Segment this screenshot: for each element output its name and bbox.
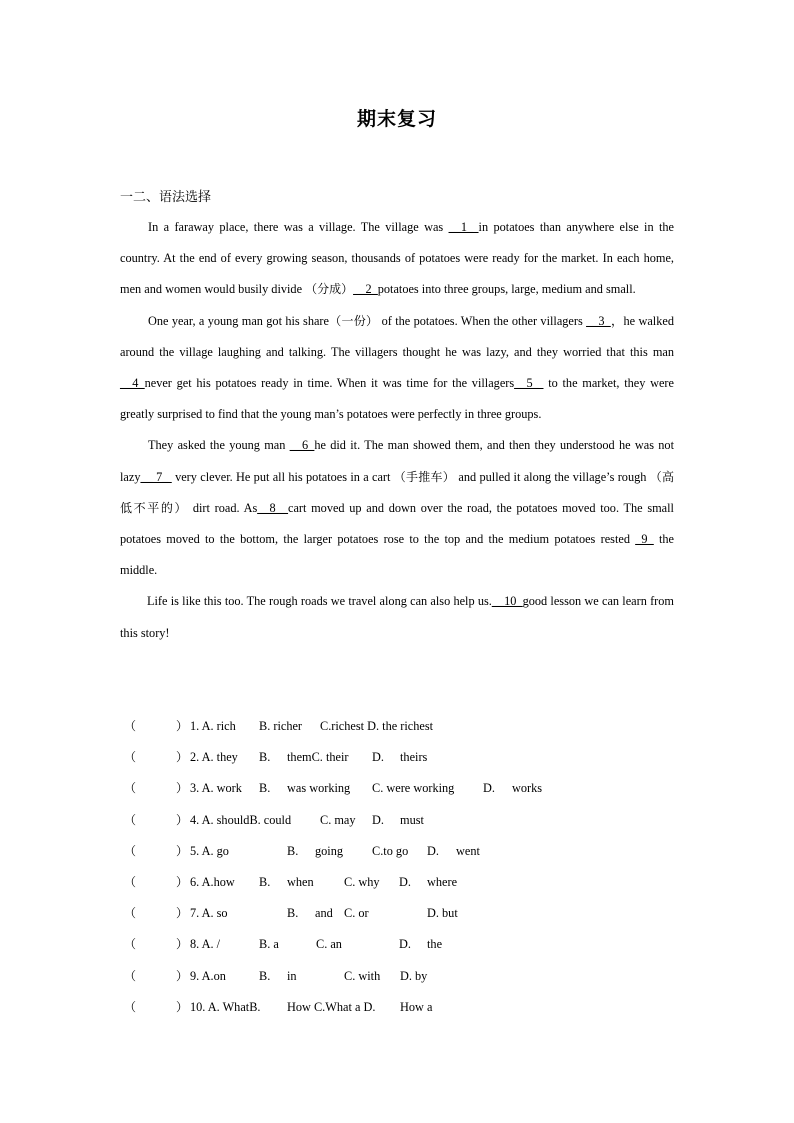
answer-paren-close: ） (176, 874, 189, 889)
option-text: B. (259, 781, 271, 796)
question-row (124, 836, 684, 867)
passage-text: cart moved up and down over the road, the potatoes moved too. The small potatoes moved to the bottom, the larger potatoes rose to the top and the medium potatoes rested (120, 500, 674, 547)
answer-paren-open[interactable]: （ (124, 968, 137, 983)
answer-blank[interactable]: __1_ (448, 220, 479, 234)
option-text: D. by (400, 968, 428, 983)
option-text: C. or (344, 906, 369, 921)
reading-passage (120, 212, 674, 649)
option-text: D. (399, 874, 411, 889)
passage-text: Life is like this too. The rough roads we travel along can also help us. (147, 594, 492, 609)
answer-paren-open[interactable]: （ (124, 719, 137, 733)
option-text: How C.What a D. (287, 999, 376, 1014)
option-text: D. but (427, 906, 458, 921)
option-text: D. (372, 812, 384, 827)
option-text: and (315, 906, 333, 921)
question-row (124, 992, 684, 1023)
answer-blank[interactable]: __ 7_ (140, 469, 172, 484)
option-text: D. (427, 843, 439, 858)
option-text: B. a (259, 937, 279, 952)
answer-blank[interactable]: __5_ (514, 376, 544, 391)
option-text: must (400, 812, 424, 827)
answer-paren-close: ） (176, 781, 189, 796)
passage-text: and pulled it along the village’s rough (455, 469, 650, 484)
passage-text: They asked the young man (148, 438, 290, 453)
option-text: 6. A.how (190, 874, 235, 889)
passage-text: never get his potatoes ready in time. When it was time for the villagers (144, 376, 515, 391)
chinese-gloss: （高低不平的） (120, 469, 674, 515)
answer-paren-close: ） (176, 719, 189, 733)
answer-paren-close: ） (176, 968, 189, 983)
passage-paragraph (120, 586, 674, 648)
answer-paren-open[interactable]: （ (124, 781, 137, 796)
passage-text: the middle. (120, 532, 674, 578)
answer-blank[interactable]: _9_ (635, 532, 654, 547)
option-text: where (427, 874, 458, 889)
option-text: How a (400, 999, 433, 1014)
answer-paren-close: ） (176, 937, 189, 952)
option-text: D. (372, 750, 384, 765)
answer-blank[interactable]: __4_ (120, 376, 145, 391)
option-text: theirs (400, 750, 428, 765)
question-row (124, 742, 684, 773)
option-text: 3. A. work (190, 781, 242, 796)
passage-text: of the potatoes. When the other villagers (378, 313, 587, 328)
answer-paren-open[interactable]: （ (124, 750, 137, 765)
option-text: went (456, 843, 480, 858)
option-text: C.to go (372, 843, 409, 858)
answer-paren-open[interactable]: （ (124, 906, 137, 921)
question-list (124, 711, 684, 1023)
option-text: D. (483, 781, 495, 796)
passage-text: dirt road. As (188, 500, 258, 515)
option-text: B. richer (259, 719, 303, 733)
option-text: when (287, 874, 314, 889)
option-text: B. (287, 906, 299, 921)
passage-text: One year, a young man got his share (148, 313, 329, 328)
option-text: C. an (316, 937, 342, 952)
passage-text: to the market, they were greatly surprised to find that the young man’s potatoes were perfectly in three groups. (120, 376, 674, 422)
chinese-gloss: （手推车） (393, 469, 456, 484)
chinese-gloss: （分成） (305, 282, 354, 297)
option-text: works (512, 781, 543, 796)
question-row (124, 773, 684, 804)
answer-blank[interactable]: __2_ (353, 282, 378, 297)
option-text: 9. A.on (190, 968, 226, 983)
answer-blank[interactable]: __10_ (491, 594, 523, 609)
answer-paren-close: ） (176, 750, 189, 765)
question-row (124, 867, 684, 898)
page-title: 期末复习 (356, 108, 437, 130)
option-text: B. (259, 874, 271, 889)
option-text: C.richest D. the richest (320, 719, 434, 733)
option-text: C. why (344, 874, 380, 889)
answer-paren-open[interactable]: （ (124, 937, 137, 952)
option-text: B. (259, 968, 271, 983)
option-text: 10. A. WhatB. (190, 999, 261, 1014)
chinese-gloss: （一份） (328, 313, 379, 328)
answer-paren-close: ） (176, 812, 189, 827)
answer-paren-open[interactable]: （ (124, 812, 137, 827)
answer-blank[interactable]: __3_ (586, 313, 611, 328)
answer-paren-open[interactable]: （ (124, 843, 137, 858)
passage-text: good lesson we can learn from this story! (120, 594, 674, 640)
answer-paren-close: ） (176, 906, 189, 921)
option-text: 1. A. rich (190, 719, 236, 733)
option-text: going (315, 843, 344, 858)
passage-text: In a faraway place, there was a village. The village was (148, 220, 449, 234)
option-text: C. may (320, 812, 356, 827)
option-text: 4. A. shouldB. could (190, 812, 292, 827)
answer-paren-close: ） (176, 999, 189, 1014)
answer-paren-open[interactable]: （ (124, 999, 137, 1014)
option-text: 8. A. / (190, 937, 221, 952)
option-text: 2. A. they (190, 750, 238, 765)
option-text: B. (259, 750, 271, 765)
question-row (124, 711, 684, 742)
passage-text: ，he walked around the village laughing and talking. The villagers thought he was lazy, and they worried that this man (120, 313, 674, 359)
option-text: was working (287, 781, 351, 796)
passage-text: very clever. He put all his potatoes in a cart (171, 469, 394, 484)
option-text: C. with (344, 968, 381, 983)
option-text: 7. A. so (190, 906, 228, 921)
question-row (124, 898, 684, 929)
question-row (124, 929, 684, 960)
passage-paragraph (120, 212, 674, 306)
section-heading: 一二、语法选择 (120, 190, 212, 205)
passage-paragraph (120, 306, 674, 431)
option-text: themC. their (287, 750, 349, 765)
passage-text: he did it. The man showed them, and then they understood he was not lazy (120, 438, 674, 484)
option-text: D. (399, 937, 411, 952)
option-text: C. were working (372, 781, 455, 796)
question-row (124, 805, 684, 836)
question-row (124, 961, 684, 992)
answer-blank[interactable]: __8__ (257, 500, 288, 515)
option-text: the (427, 937, 443, 952)
answer-paren-close: ） (176, 843, 189, 858)
option-text: in (287, 968, 297, 983)
answer-blank[interactable]: __6_ (289, 438, 315, 453)
passage-text: potatoes into three groups, large, medium and small. (377, 282, 636, 297)
option-text: B. (287, 843, 299, 858)
passage-paragraph (120, 430, 674, 586)
answer-paren-open[interactable]: （ (124, 874, 137, 889)
passage-text: in potatoes than anywhere else in the country. At the end of every growing season, thousands of potatoes were ready for the market. In each home, men and women would busily divide (120, 220, 674, 297)
option-text: 5. A. go (190, 843, 229, 858)
